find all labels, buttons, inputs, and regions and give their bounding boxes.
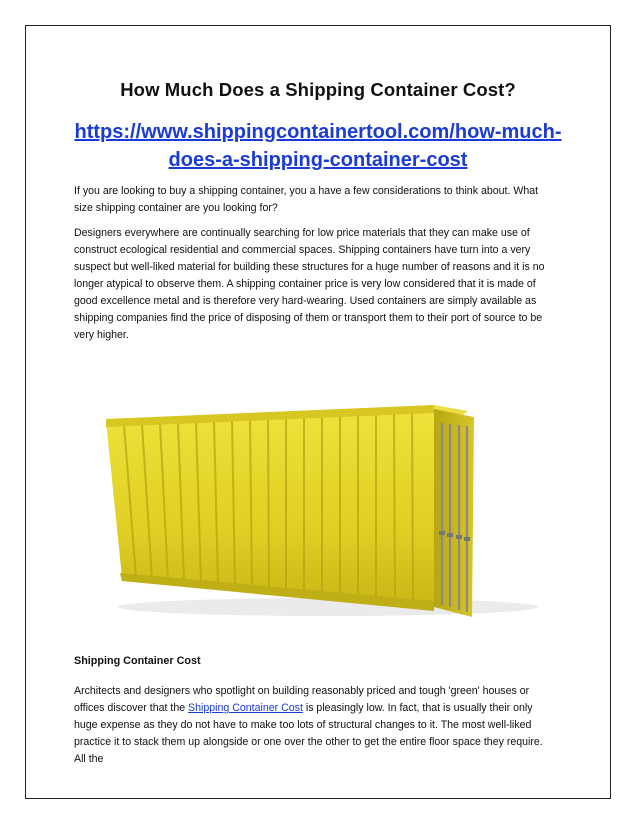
- shipping-container-icon: [78, 381, 558, 619]
- shipping-container-cost-link[interactable]: Shipping Container Cost: [188, 702, 303, 714]
- body-paragraph: Designers everywhere are continually searching for low price materials that they can make use of construct ecological residential and commercial spaces. Shipping containers have turn into a very suspect but well-liked material for building these structures for a huge number of reasons and it is no longer atypical to observe them. A shipping container price is very low considered that it is made of good excellence metal and is therefore very hard-wearing. Used containers are simply available as shipping companies find the price of disposing of them or transport them to their port of source to be very higher.: [74, 227, 545, 341]
- paragraph-text-start: Architects and designers who spotlight on building reasonably priced and tough 'green' houses or offices discover that the: [74, 685, 530, 714]
- article-url-link[interactable]: https://www.shippingcontainertool.com/how-much-does-a-shipping-container-cost: [74, 121, 562, 171]
- paragraph-text-end: is pleasingly low. In fact, that is usually their only huge expense as they do not have to make too lots of structural changes to it. The most well-liked practice it to stack them up alongside or one over the other to get the entire floor space they require. All the: [74, 702, 543, 765]
- document-page: [25, 25, 611, 799]
- section-paragraph: [74, 683, 554, 768]
- page-title: How Much Does a Shipping Container Cost?: [120, 79, 516, 100]
- intro-paragraph: If you are looking to buy a shipping container, you a have a few considerations to think about. What size shipping container are you looking for?: [74, 185, 539, 214]
- section-heading: Shipping Container Cost: [74, 655, 201, 667]
